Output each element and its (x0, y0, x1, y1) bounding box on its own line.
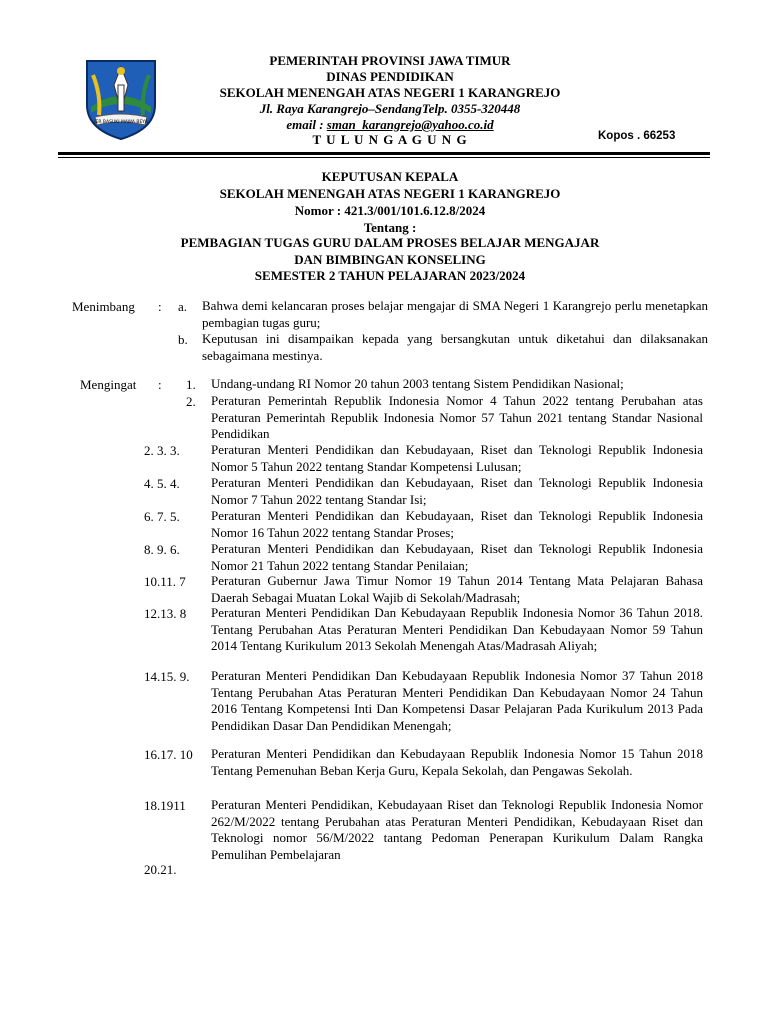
east-java-coat-of-arms-logo (81, 55, 161, 141)
decree-title-2: SEKOLAH MENENGAH ATAS NEGERI 1 KARANGREJO (219, 186, 561, 201)
mengingat-item-mark: 6. 7. 5. (144, 509, 180, 524)
letterhead-line-1: PEMERINTAH PROVINSI JAWA TIMUR (269, 53, 511, 68)
mengingat-item-mark: 18.1911 (144, 798, 186, 813)
mengingat-item-text: Peraturan Menteri Pendidikan, Kebudayaan Riset dan Teknologi Republik Indonesia Nomor 262/M/2022 tentang Perubahan atas Peraturan Menteri Pendidikan, Kebudayaan Riset dan Teknologi nomor 56/M/2022 tantang Pedoman Penerapan Kurikulum Dalam Rangka Pemulihan Pembelajaran (211, 797, 703, 862)
mengingat-item-text: Peraturan Menteri Pendidikan Dan Kebudayaan Republik Indonesia Nomor 37 Tahun 2018 Tentang Perubahan Atas Peraturan Menteri Pendidikan Dan Kebudayaan Nomor 24 Tahun 2016 Tentang Kompetensi Inti Dan Kompetensi Dasar Pelajaran Pada Kurikulum 2013 Pada Pendidikan Dasar Dan Pendidikan Menengah; (211, 668, 703, 733)
mengingat-item-mark: 2. 3. 3. (144, 443, 180, 458)
mengingat-item-mark: 14.15. 9. (144, 669, 190, 684)
mengingat-item-text: Peraturan Menteri Pendidikan dan Kebudayaan, Riset dan Teknologi Republik Indonesia Nomor 5 Tahun 2022 tentang Standar Kompetensi Lulusan; (211, 442, 703, 474)
mengingat-colon: : (158, 377, 162, 392)
email-link[interactable]: sman_karangrejo@yahoo.co.id (326, 117, 494, 132)
letterhead-city: T U L U N G A G U N G (312, 132, 468, 147)
mengingat-item-mark: 1. (186, 377, 196, 392)
decree-subject-2: DAN BIMBINGAN KONSELING (294, 252, 486, 267)
mengingat-item-text: Undang-undang RI Nomor 20 tahun 2003 tentang Sistem Pendidikan Nasional; (211, 376, 624, 391)
letterhead-line-3: SEKOLAH MENENGAH ATAS NEGERI 1 KARANGREJO (219, 85, 561, 100)
decree-about-label: Tentang : (363, 220, 417, 235)
mengingat-item-text: Peraturan Menteri Pendidikan Dan Kebudayaan Republik Indonesia Nomor 36 Tahun 2018. Tentang Perubahan Atas Peraturan Menteri Pendidikan Dan Kebudayaan Nomor 59 Tahun 2014 Tentang Kurikulum 2013 Sekolah Menengah Atas/Madrasah Aliyah; (211, 605, 703, 653)
letterhead-line-2: DINAS PENDIDIKAN (326, 69, 454, 84)
postal-code: Kopos . 66253 (598, 130, 676, 142)
logo-motto: JER BASUKI MAWA BEYA (94, 120, 148, 125)
menimbang-label: Menimbang (72, 299, 135, 314)
letterhead-address: Jl. Raya Karangrejo–SendangTelp. 0355-320448 (259, 101, 521, 116)
menimbang-a-mark: a. (178, 299, 188, 314)
mengingat-item-mark: 4. 5. 4. (144, 476, 180, 491)
mengingat-item-text: Peraturan Gubernur Jawa Timur Nomor 19 Tahun 2014 Tentang Mata Pelajaran Bahasa Daerah Sebagai Muatan Lokal Wajib di Sekolah/Madrasah; (211, 573, 703, 605)
header-rule-thin (58, 157, 710, 158)
mengingat-item-mark: 12.13. 8 (144, 606, 187, 621)
mengingat-item-text: Peraturan Pemerintah Republik Indonesia Nomor 4 Tahun 2022 tentang Perubahan atas Peraturan Pemerintah Republik Indonesia Nomor 57 Tahun 2021 tentang Standar Nasional Pendidikan (211, 393, 703, 441)
mengingat-item-mark: 8. 9. 6. (144, 542, 180, 557)
menimbang-b-text: Keputusan ini disampaikan kepada yang bersangkutan untuk diketahui dan dilaksanakan sebagaimana mestinya. (202, 331, 708, 363)
mengingat-item-mark: 20.21. (144, 862, 177, 877)
menimbang-colon: : (158, 299, 162, 314)
mengingat-item-mark: 2. (186, 394, 196, 409)
mengingat-item-text: Peraturan Menteri Pendidikan dan Kebudayaan, Riset dan Teknologi Republik Indonesia Nomor 16 Tahun 2022 tentang Standar Proses; (211, 508, 703, 540)
decree-title-1: KEPUTUSAN KEPALA (321, 169, 459, 184)
mengingat-item-text: Peraturan Menteri Pendidikan dan Kebudayaan Republik Indonesia Nomor 15 Tahun 2018 Tentang Pemenuhan Beban Kerja Guru, Kepala Sekolah, dan Pengawas Sekolah. (211, 746, 703, 778)
mengingat-item-text: Peraturan Menteri Pendidikan dan Kebudayaan, Riset dan Teknologi Republik Indonesia Nomor 21 Tahun 2022 tentang Standar Penilaian; (211, 541, 703, 573)
decree-number: Nomor : 421.3/001/101.6.12.8/2024 (294, 203, 486, 218)
menimbang-a-text: Bahwa demi kelancaran proses belajar mengajar di SMA Negeri 1 Karangrejo perlu menetapkan pembagian tugas guru; (202, 298, 708, 330)
mengingat-label: Mengingat (80, 377, 137, 392)
header-rule-thick (58, 152, 710, 155)
menimbang-b-mark: b. (178, 332, 188, 347)
email-label: email : (286, 117, 327, 132)
mengingat-item-mark: 16.17. 10 (144, 747, 193, 762)
decree-subject-3: SEMESTER 2 TAHUN PELAJARAN 2023/2024 (254, 268, 526, 283)
mengingat-item-text: Peraturan Menteri Pendidikan dan Kebudayaan, Riset dan Teknologi Republik Indonesia Nomor 7 Tahun 2022 tentang Standar Isi; (211, 475, 703, 507)
mengingat-item-mark: 10.11. 7 (144, 574, 186, 589)
decree-subject-1: PEMBAGIAN TUGAS GURU DALAM PROSES BELAJAR MENGAJAR (180, 235, 600, 250)
